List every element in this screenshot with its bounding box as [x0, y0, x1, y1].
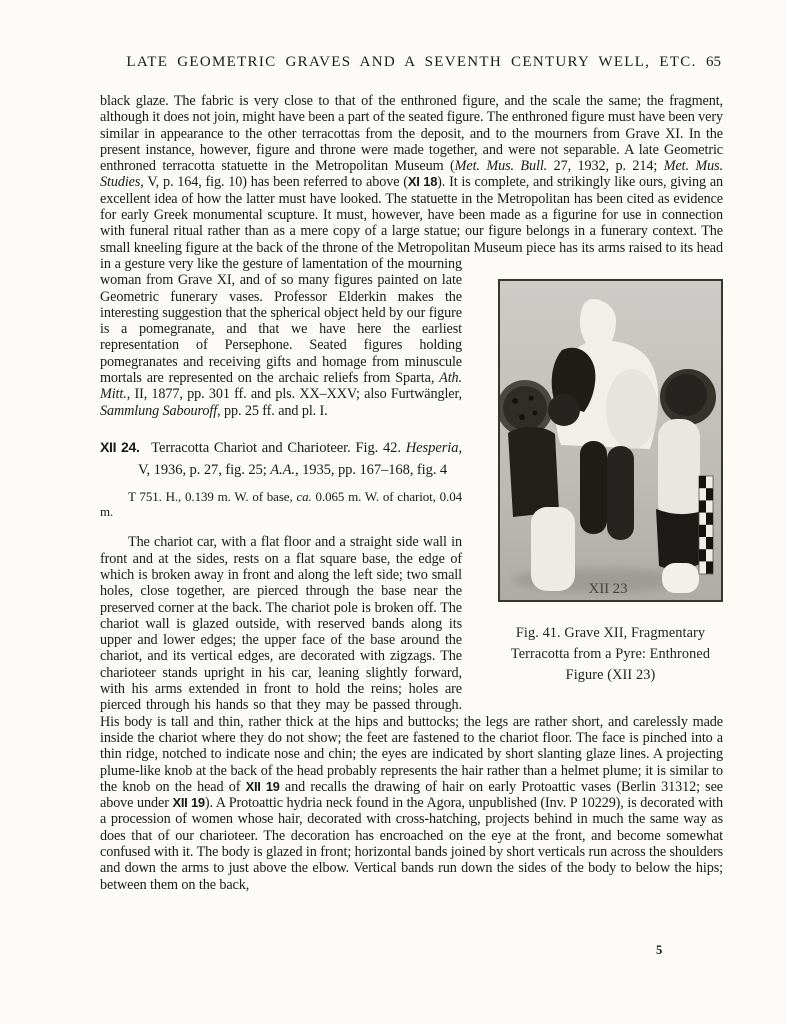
catalog-reference: XI 18 — [407, 174, 438, 190]
scale-bar — [699, 476, 713, 574]
text-run: Museum piece has its arms raised to its head in a gesture very like the gesture of lamentation of the mourning woman from Grave XI, and of so many figures painted on late Geometric funerary vases. Professor Elderkin makes the interesting suggestion that the spherical object held by our figure is a pomegranate, and that we have here the earliest representation of Persephone. Seated figures holding pomegranates and receiving gifts and homage from minuscule mortals are represented on the archaic reliefs from Sparta, — [100, 239, 723, 387]
text-run: A.A. — [270, 461, 295, 478]
text-run: 27, 1932, p. 214; — [547, 158, 664, 175]
text-run: , pp. 25 ff. and pl. I. — [217, 402, 328, 419]
photo-label: XII 23 — [588, 580, 628, 597]
right-foot — [662, 563, 699, 593]
caption-line: Figure (XII 23) — [565, 666, 656, 683]
text-run: and recalls the drawing of hair on early Protoattic vases (Berlin 31312; see above under — [100, 778, 723, 812]
text-run: Hesperia — [405, 439, 459, 456]
body-text — [100, 93, 723, 893]
text-run: black glaze. The fabric is very close to that of the enthroned figure, and the scale the same; the fragment, although it does not join, might have been a part of the seated figure. The enthroned figure must have been very similar in appearance to the other terracottas from the deposit, and to the mourners from Grave XI. In the present instance, however, figure and throne were made together, and were not separable. A late Geometric enthroned terracotta statuette in the Metropolitan Museum ( — [100, 93, 723, 175]
text-run: , II, 1877, pp. 301 ff. and pls. XX–XXV; also Furtwängler, — [126, 386, 462, 403]
text-run: , V, p. 164, fig. 10) has been referred to above ( — [140, 174, 408, 191]
figure-caption — [498, 623, 723, 686]
text-run: Met. Mus. Bull. — [454, 158, 548, 175]
text-run: ca. — [296, 488, 312, 504]
page-content — [100, 0, 723, 893]
catalog-reference: XII 19 — [245, 778, 280, 794]
running-head — [100, 0, 723, 71]
catalog-number: XII 24. — [100, 438, 140, 455]
text-run: ). A Protoattic hydria neck found in the Agora, unpublished (Inv. P 10229), is decorated with a procession of women whose hair, decorated with cross-hatching, projects behind in much the same way as does that of our charioteer. The decoration has encroached on the eye at the front, and become somewhat confused with it. The body is glazed in front; horizontal bands joined by short verticals run across the shoulders and down the arms to just above the elbow. Vertical bands run down the sides of the body to below the hips; between them on the back, — [100, 795, 723, 893]
glaze-left-arm — [508, 427, 559, 517]
catalog-reference: XII 19 — [172, 795, 205, 811]
figure-leg-left — [580, 441, 607, 534]
left-knob — [548, 394, 580, 426]
glaze-right-band — [656, 509, 702, 570]
throne-leg-right — [658, 419, 700, 521]
text-run: , V, 1936, p. 27, fig. 25; — [138, 439, 462, 478]
caption-line: Fig. 41. Grave XII, Fragmentary — [515, 624, 706, 641]
torso-shading — [606, 369, 658, 449]
text-run: The chariot car, with a flat floor and a straight side wall in front and at the sides, rests on a flat square base, the edge of which is broken away in front and along the left side; two small holes, close together, are pierced through the base near the preserved corner at the back. The chariot pole is broken off. The chariot wall is glazed outside, with reserved bands along its upper and lower edges; the upper face of the base around the chariot, and its vertical edges, are decorated with zigzags. The charioteer stands upright in his car, leaning slightly forward, with his arms extended in front to hold the reins; holes are pierced through his hands so that they may be passed through. His body is tall and thin, rather thick at the hips and buttocks; the legs are rather short, and carelessly made inside the chariot where they do not show; the feet are fastened to the chariot floor. The face is pinched into a thin ridge, notched to indicate nose and chin; the eyes are indicated by short slanting glaze lines. A projecting plume-like knob at the back of the head probably represents the hair rather than a helmet plume; it is similar to the knob on the head of — [100, 534, 723, 795]
text-run: Sammlung Sabouroff — [100, 402, 218, 419]
text-run: Ath. Mitt. — [100, 370, 462, 403]
page-number: 65 — [706, 54, 721, 70]
running-head-title: LATE GEOMETRIC GRAVES AND A SEVENTH CENTURY WELL, ETC. — [126, 54, 697, 70]
figure-leg-right — [607, 446, 634, 540]
text-run: ). It is complete, and strikingly like ours, giving an excellent idea of how the latter must have looked. The statuette in the Metropolitan has been cited as evidence for early Greek monumental scupture. It must, however, have been made as a figurine for use in connection with funeral ritual rather than as a mere copy of a large statue; our figure belongs in a funerary context. The small kneeling figure at the back of the throne of the Metropolitan — [100, 174, 724, 256]
text-run: T 751. H., 0.139 m. W. of base, — [128, 488, 297, 504]
figure-block — [498, 279, 723, 686]
left-foot — [531, 507, 575, 591]
signature-mark: 5 — [656, 943, 663, 957]
text-run: , 1935, pp. 167–168, fig. 4 — [294, 461, 448, 478]
caption-line: Terracotta from a Pyre: Enthroned — [510, 645, 711, 662]
text-run: 0.065 m. W. of chariot, 0.04 m. — [100, 488, 463, 520]
figure-photo — [498, 279, 723, 602]
text-run: Met. Mus. Studies — [100, 158, 724, 191]
text-run: Terracotta Chariot and Charioteer. Fig. 42. — [146, 439, 406, 456]
